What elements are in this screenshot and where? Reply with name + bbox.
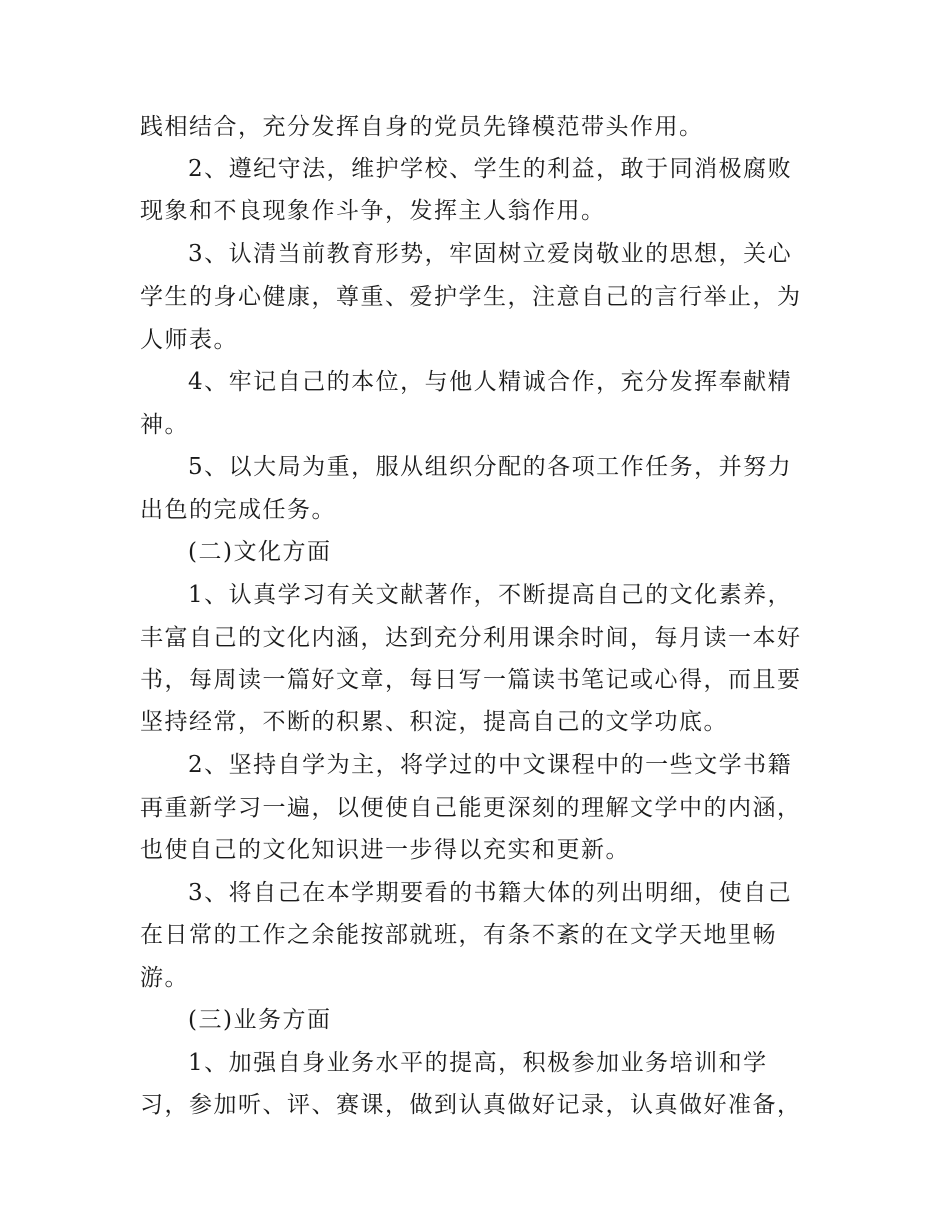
text-line: 4、牢记自己的本位，与他人精诚合作，充分发挥奉献精 (188, 369, 793, 395)
text-line: 习，参加听、评、赛课，做到认真做好记录，认真做好准备， (140, 1092, 802, 1118)
text-line: 学生的身心健康，尊重、爱护学生，注意自己的言行举止，为 (140, 284, 802, 310)
text-line: 再重新学习一遍，以便使自己能更深刻的理解文学中的内涵， (140, 795, 802, 821)
text-line: 神。 (140, 412, 189, 438)
text-line: 3、将自己在本学期要看的书籍大体的列出明细，使自己 (188, 880, 793, 906)
text-line: 在日常的工作之余能按部就班，有条不紊的在文学天地里畅 (140, 922, 777, 948)
section-heading: (二)文化方面 (188, 539, 332, 565)
text-line: 5、以大局为重，服从组织分配的各项工作任务，并努力 (188, 454, 793, 480)
text-line: 2、坚持自学为主，将学过的中文课程中的一些文学书籍 (188, 752, 793, 778)
text-line: 丰富自己的文化内涵，达到充分利用课余时间，每月读一本好 (140, 625, 802, 651)
text-line: 也使自己的文化知识进一步得以充实和更新。 (140, 837, 630, 863)
text-line: 出色的完成任务。 (140, 497, 336, 523)
text-line: 坚持经常，不断的积累、积淀，提高自己的文学功底。 (140, 709, 728, 735)
text-line: 现象和不良现象作斗争，发挥主人翁作用。 (140, 198, 606, 224)
text-line: 书，每周读一篇好文章，每日写一篇读书笔记或心得，而且要 (140, 667, 802, 693)
text-line: 3、认清当前教育形势，牢固树立爱岗敬业的思想，关心 (188, 241, 793, 267)
text-line: 2、遵纪守法，维护学校、学生的利益，敢于同消极腐败 (188, 156, 793, 182)
text-line: 践相结合，充分发挥自身的党员先锋模范带头作用。 (140, 114, 704, 140)
text-line: 1、加强自身业务水平的提高，积极参加业务培训和学 (188, 1050, 768, 1076)
text-line: 人师表。 (140, 327, 238, 353)
text-line: 游。 (140, 965, 189, 991)
text-line: 1、认真学习有关文献著作，不断提高自己的文化素养， (188, 582, 793, 608)
section-heading: (三)业务方面 (188, 1007, 332, 1033)
